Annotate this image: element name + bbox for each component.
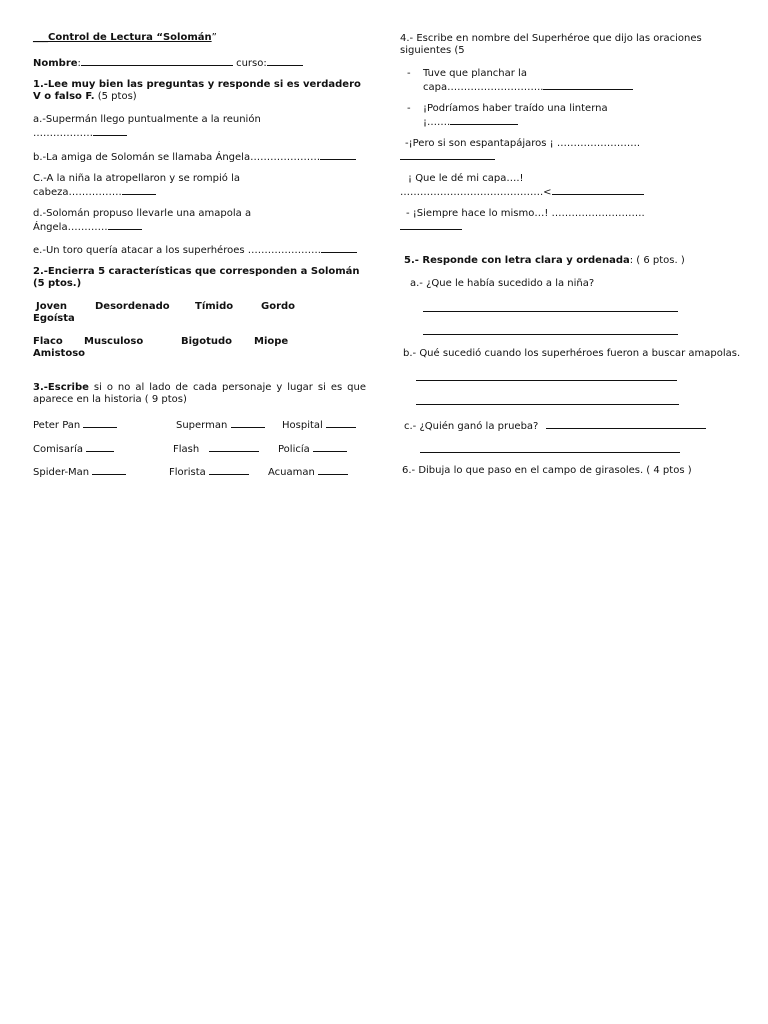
question-6-heading	[402, 465, 692, 477]
q1-item-c-dots: cabeza…………….	[33, 187, 122, 198]
q4-item-1-dash: -	[407, 68, 411, 79]
q1-item-c	[33, 173, 240, 199]
q4-item-3-text: -¡Pero si son espantapájaros ¡ …………………….	[405, 138, 641, 149]
q3-hospital: Hospital	[282, 420, 323, 431]
trait-timido[interactable]: Tímido	[195, 301, 234, 312]
q5-answer-c-line-1[interactable]	[546, 419, 706, 429]
q2-number: 2	[33, 266, 40, 277]
q4-item-5-answer[interactable]	[400, 229, 462, 230]
q4-item-4-dots: …………………………………….<	[400, 187, 552, 198]
q1-item-e-text: e.-Un toro quería atacar a los superhéroes ………………….	[33, 245, 321, 256]
q4-item-2-dash: -	[407, 103, 411, 114]
worksheet-title	[33, 32, 217, 44]
q4-item-2	[407, 103, 608, 129]
trait-egoista[interactable]: Egoísta	[33, 313, 75, 324]
q1-item-e	[33, 243, 357, 257]
q5-question-a	[410, 278, 594, 290]
title-text: Control de Lectura “Solomán	[48, 32, 212, 43]
q1-item-b-text: b.-La amiga de Solomán se llamaba Ángela…………………	[33, 152, 321, 163]
q3-policia: Policía	[278, 444, 310, 455]
q4-text: 4.- Escribe en nombre del Superhéroe que dijo las oraciones siguientes (5	[400, 33, 702, 56]
q3-acuaman: Acuaman	[268, 467, 315, 478]
name-course-row: Nombre: curso:	[33, 56, 303, 70]
q1-item-b-answer[interactable]	[320, 150, 356, 160]
trait-bigotudo[interactable]: Bigotudo	[181, 336, 233, 347]
q1-item-a-text: a.-Supermán llego puntualmente a la reunión	[33, 114, 261, 125]
q1-item-c-text: C.-A la niña la atropellaron y se rompió la	[33, 173, 240, 184]
q3-peter-pan-answer[interactable]	[83, 418, 117, 428]
q4-item-2-answer[interactable]	[450, 115, 518, 125]
q5-title: 5.- Responde con letra clara y ordenada	[404, 255, 630, 266]
q4-item-4-text: ¡ Que le dé mi capa….!	[408, 173, 524, 184]
q4-item-3	[405, 138, 640, 150]
q4-item-4	[408, 173, 524, 185]
question-3-heading	[33, 382, 366, 406]
q3-comisaria: Comisaría	[33, 444, 83, 455]
q4-item-1-text: Tuve que planchar la	[423, 68, 527, 79]
q5-answer-c-line-2[interactable]	[420, 452, 680, 453]
q5-points: : ( 6 ptos. )	[629, 255, 685, 266]
q3-superman-answer[interactable]	[231, 418, 265, 428]
q3-spiderman-answer[interactable]	[92, 465, 126, 475]
q3-florista: Florista	[169, 467, 206, 478]
q6-text: 6.- Dibuja lo que paso en el campo de girasoles. ( 4 ptos )	[402, 465, 692, 476]
q4-item-2-dots: ¡…….	[423, 117, 451, 128]
q1-item-b	[33, 150, 356, 164]
q5-answer-b-line-1[interactable]	[416, 380, 677, 381]
q1-item-d	[33, 208, 251, 234]
q5-question-b	[403, 348, 740, 360]
q4-item-1	[407, 68, 633, 94]
trait-musculoso[interactable]: Musculoso	[84, 336, 144, 347]
q1-item-d-text: d.-Solomán propuso llevarle una amapola a	[33, 208, 252, 219]
q1-item-a-dots: ………………	[33, 128, 93, 139]
q4-item-4-line2	[400, 185, 644, 199]
course-label: curso:	[236, 58, 267, 69]
trait-amistoso[interactable]: Amistoso	[33, 348, 86, 359]
q3-acuaman-answer[interactable]	[318, 465, 348, 475]
q1-item-e-answer[interactable]	[321, 243, 357, 253]
q5-answer-a-line-1[interactable]	[423, 311, 678, 312]
q3-peter-pan: Peter Pan	[33, 420, 81, 431]
q1-text: Lee muy bien las preguntas y responde si es verdadero V o falso F.	[33, 79, 361, 102]
q4-item-4-answer[interactable]	[552, 185, 644, 195]
question-4-heading	[400, 33, 730, 57]
name-field[interactable]	[81, 56, 233, 66]
question-1-heading	[33, 79, 368, 103]
q3-flash: Flash	[173, 444, 200, 455]
question-2-heading	[33, 266, 368, 290]
q5-question-b-text: b.- Qué sucedió cuando los superhéroes fueron a buscar amapolas.	[403, 348, 741, 359]
name-label: Nombre	[33, 58, 78, 69]
q3-florista-answer[interactable]	[209, 465, 249, 475]
title-underline: ___	[33, 32, 48, 43]
trait-miope[interactable]: Miope	[254, 336, 289, 347]
q3-spiderman: Spider-Man	[33, 467, 90, 478]
q2-text: .-Encierra 5 características que corresponden a Solomán (5 ptos.)	[33, 266, 360, 289]
title-quote: ”	[211, 32, 217, 43]
q3-text: si o no al lado de cada personaje y lugar si es que aparece en la historia ( 9 ptos)	[33, 382, 366, 405]
q5-answer-b-line-2[interactable]	[416, 404, 679, 405]
q1-item-a-answer[interactable]	[93, 126, 127, 136]
q5-question-c-text: c.- ¿Quién ganó la prueba?	[404, 421, 539, 432]
trait-joven[interactable]: Joven	[36, 301, 68, 312]
q1-points: (5 ptos)	[94, 91, 137, 102]
q1-item-c-answer[interactable]	[122, 185, 156, 195]
q4-item-3-answer[interactable]	[400, 159, 495, 160]
q4-item-5-text: - ¡Siempre hace lo mismo…! ……………………….	[406, 208, 645, 219]
q1-item-a	[33, 114, 261, 140]
q3-policia-answer[interactable]	[313, 442, 347, 452]
question-5-heading	[404, 255, 685, 267]
trait-desordenado[interactable]: Desordenado	[95, 301, 170, 312]
q3-flash-answer[interactable]	[209, 442, 259, 452]
q4-item-2-text: ¡Podríamos haber traído una linterna	[423, 103, 608, 114]
q5-question-c	[404, 419, 706, 433]
q1-item-d-answer[interactable]	[108, 220, 142, 230]
course-field[interactable]	[267, 56, 303, 66]
q3-hospital-answer[interactable]	[326, 418, 356, 428]
q4-item-1-answer[interactable]	[543, 80, 633, 90]
q4-item-5	[406, 208, 645, 220]
q3-number: 3.-Escribe	[33, 382, 89, 393]
trait-gordo[interactable]: Gordo	[261, 301, 296, 312]
q1-item-d-dots: Ángela…………	[33, 222, 108, 233]
trait-flaco[interactable]: Flaco	[33, 336, 63, 347]
q5-question-a-text: a.- ¿Que le había sucedido a la niña?	[410, 278, 595, 289]
q4-item-1-dots: capa………………………..	[423, 82, 544, 93]
q5-answer-a-line-2[interactable]	[423, 334, 678, 335]
q3-comisaria-answer[interactable]	[86, 442, 114, 452]
q3-superman: Superman	[176, 420, 228, 431]
q1-number: 1.-	[33, 79, 48, 90]
